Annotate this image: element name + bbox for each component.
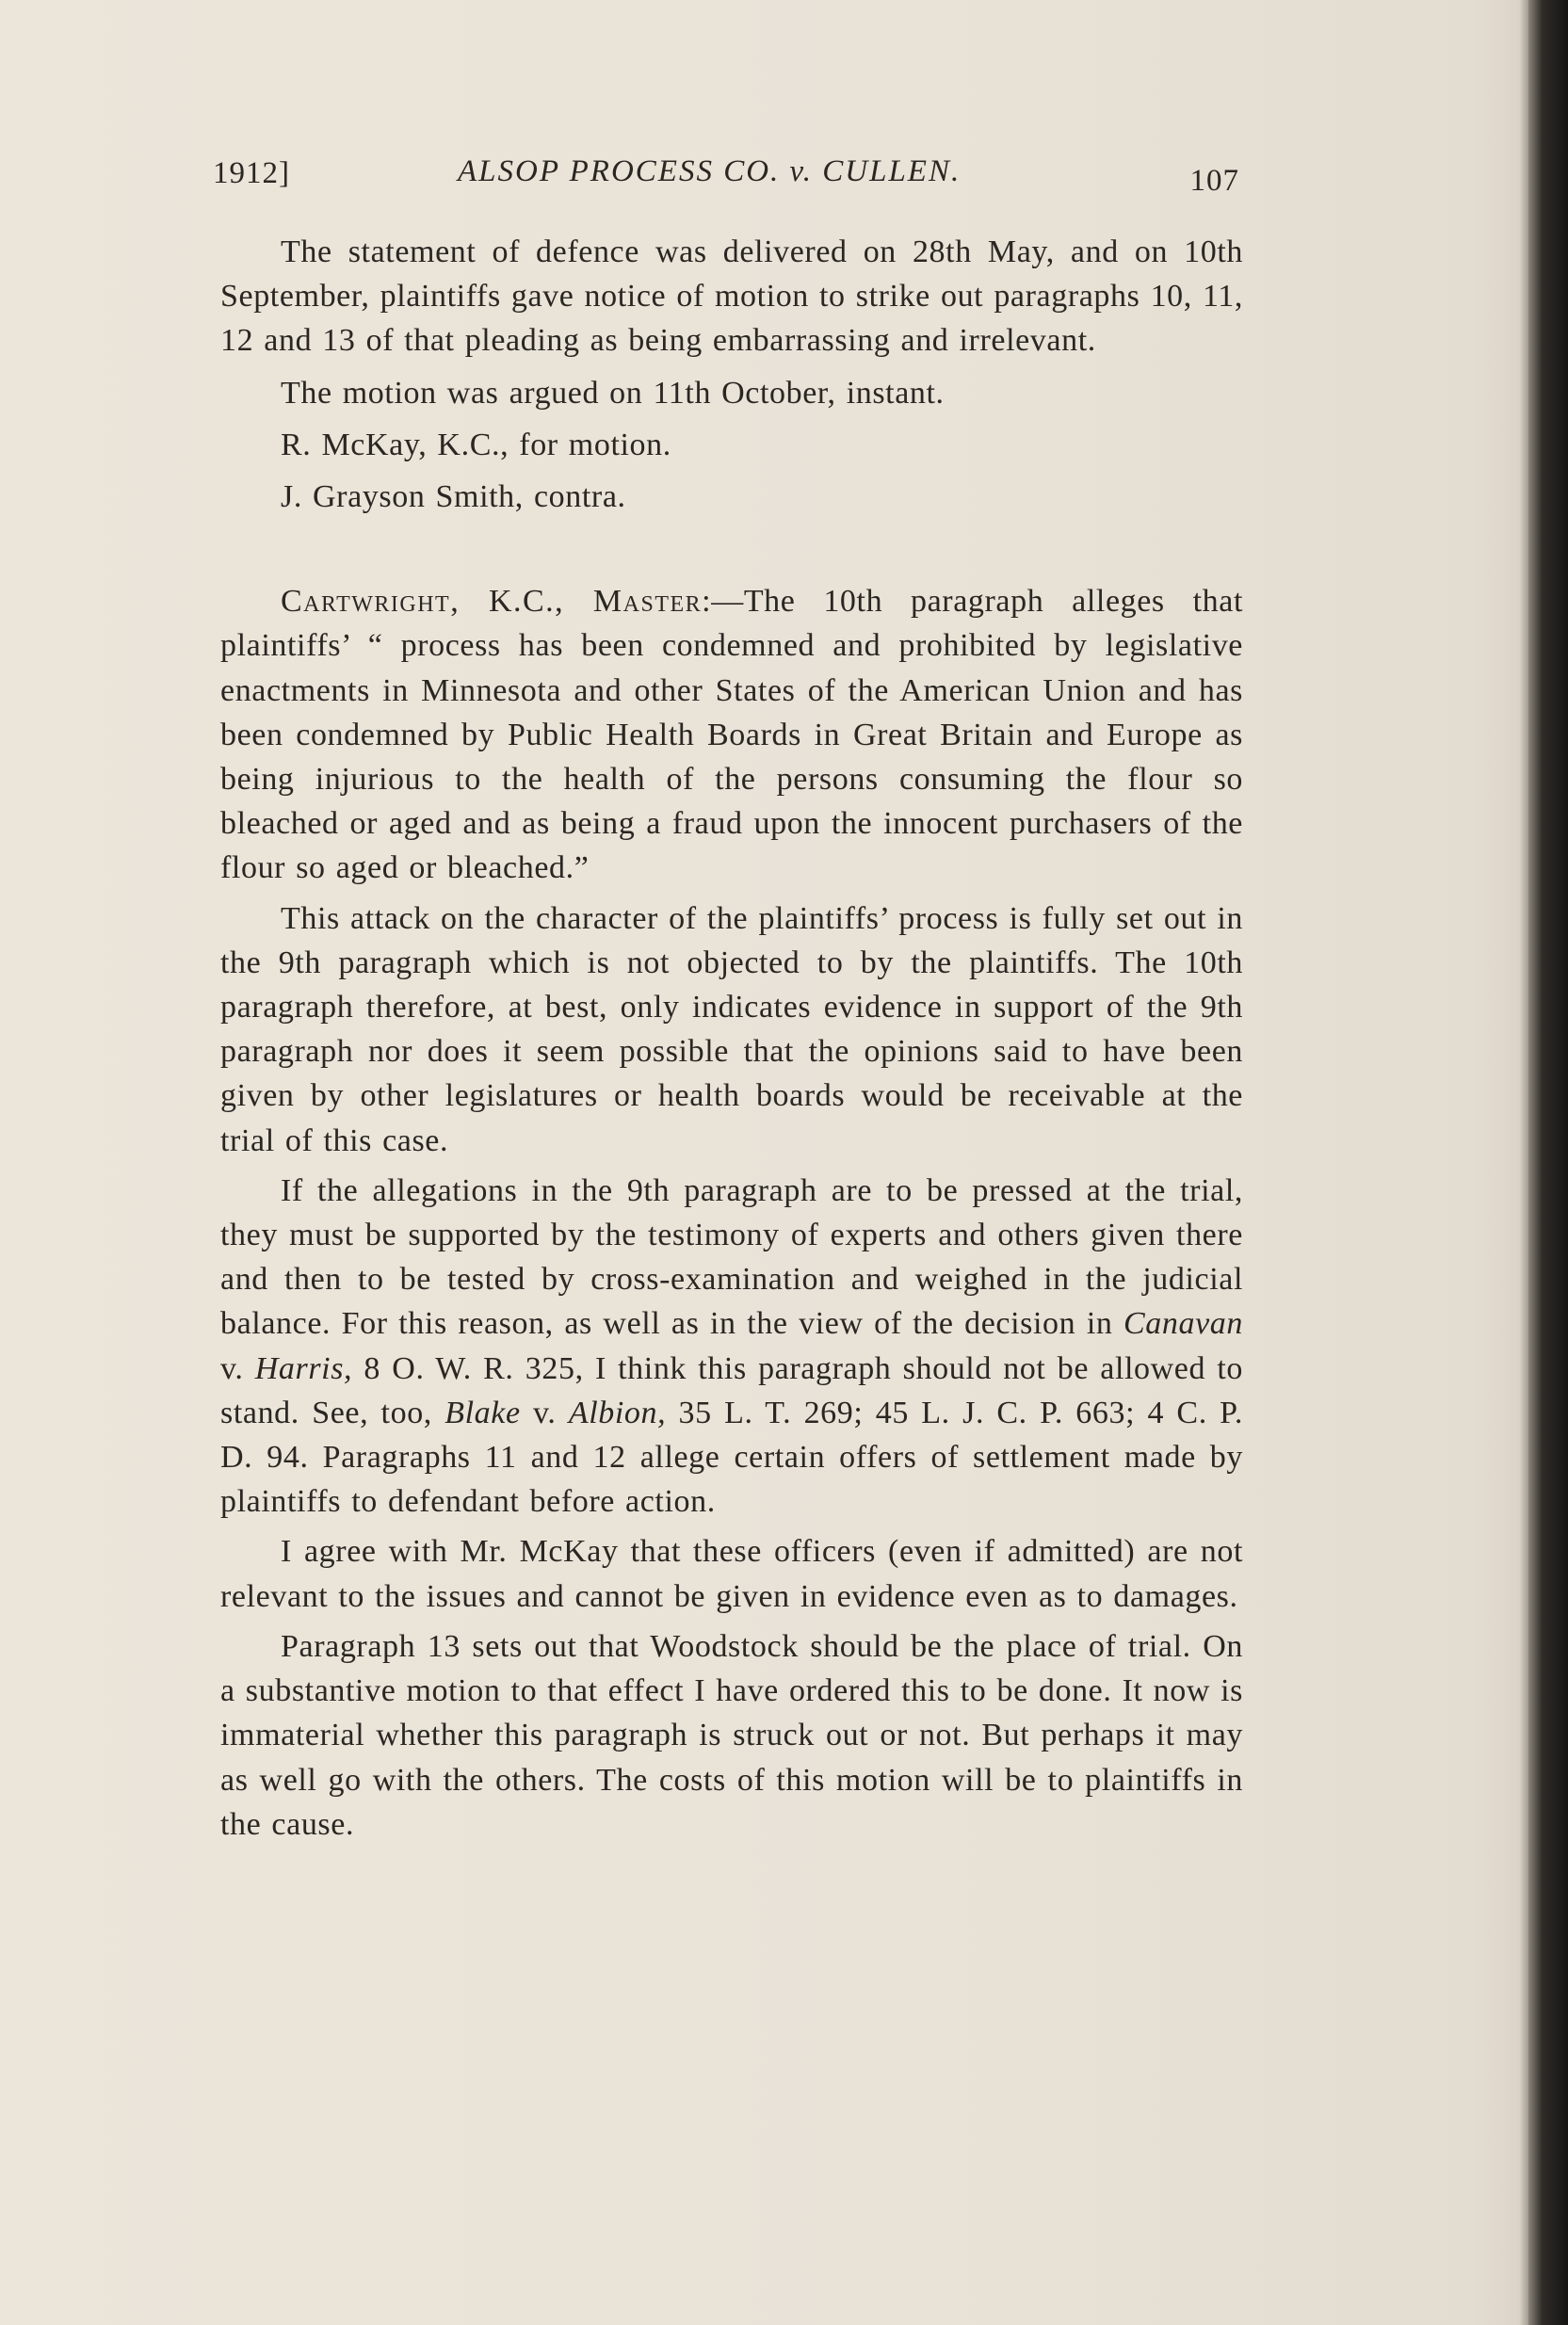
paragraph-agree-mckay: I agree with Mr. McKay that these officers (even if admitted) are not relevant to the issues and cannot be given in evidence even as to damages. bbox=[220, 1534, 1243, 1614]
page-header bbox=[213, 151, 1239, 207]
allegations-text-b: 8 O. W. R. 325, I think this paragraph should not be allowed to stand. See, too, bbox=[220, 1350, 1244, 1430]
paragraph-statement-of-defence: The statement of defence was delivered on 28th May, and on 10th September, plaintiffs gave notice of motion to strike out paragraphs 10, 11, 12 and 13 of that pleading as being embarrassing and irrelevant. bbox=[220, 234, 1244, 359]
allegations-text-c: 35 L. T. 269; 45 L. J. C. P. 663; 4 C. P. D. 94. Paragraphs 11 and 12 allege certain offers of settlement made by plaintiffs to defendant before action. bbox=[220, 1395, 1243, 1520]
header-year: 1912] bbox=[213, 156, 290, 190]
binding-shadow bbox=[1519, 0, 1528, 2325]
versus: v. bbox=[220, 1350, 255, 1386]
judgment-opening: :—The 10th paragraph alleges that plaintiffs’ “ process has been condemned and prohibited by legislative enactments in Minnesota and other States of the American Union and has been condemned by Public Health Boards in Great Britain and Europe as being injurious to the health of the persons consuming the flour so bleached or aged and as being a fraud upon the innocent purchasers of the flour so aged or bleached.” bbox=[220, 584, 1243, 886]
running-title: ALSOP PROCESS CO. v. CULLEN. bbox=[458, 154, 962, 188]
judge-name: Cartwright, K.C., Master bbox=[281, 584, 703, 620]
versus: v. bbox=[520, 1395, 569, 1430]
page-number: 107 bbox=[1189, 164, 1239, 198]
book-spine bbox=[1528, 0, 1568, 2325]
paragraph-counsel-contra: J. Grayson Smith, contra. bbox=[281, 479, 626, 515]
case-citation-blake: Blake bbox=[445, 1395, 521, 1430]
case-citation-canavan: Canavan bbox=[1123, 1306, 1243, 1342]
paragraph-counsel-for-motion: R. McKay, K.C., for motion. bbox=[281, 427, 671, 462]
body-text bbox=[220, 230, 1243, 1847]
paragraph-place-of-trial: Paragraph 13 sets out that Woodstock should be the place of trial. On a substantive motion to that effect I have ordered this to be done. It now is immaterial whether this paragraph is struck out or not. But perhaps it may as well go with the others. The costs of this motion will be to plaintiffs in the cause. bbox=[220, 1628, 1243, 1842]
allegations-text-a: If the allegations in the 9th paragraph are to be pressed at the trial, they must be supported by the testimony of experts and others given there and then to be tested by cross-examination and weighed in the judicial balance. For this reason, as well as in the view of the decision in bbox=[220, 1172, 1243, 1342]
paragraph-allegations bbox=[220, 1169, 1243, 1525]
paragraph-attack-on-process: This attack on the character of the plaintiffs’ process is fully set out in the 9th paragraph which is not objected to by the plaintiffs. The 10th paragraph therefore, at best, only indicates evidence in support of the 9th paragraph nor does it seem possible that the opinions said to have been given by other legislatures or health boards would be receivable at the trial of this case. bbox=[220, 900, 1243, 1158]
case-citation-albion: Albion, bbox=[568, 1395, 667, 1430]
paragraph-motion-argued: The motion was argued on 11th October, instant. bbox=[281, 375, 945, 411]
case-citation-harris: Harris, bbox=[254, 1350, 353, 1386]
paragraph-master-judgment bbox=[220, 579, 1243, 890]
